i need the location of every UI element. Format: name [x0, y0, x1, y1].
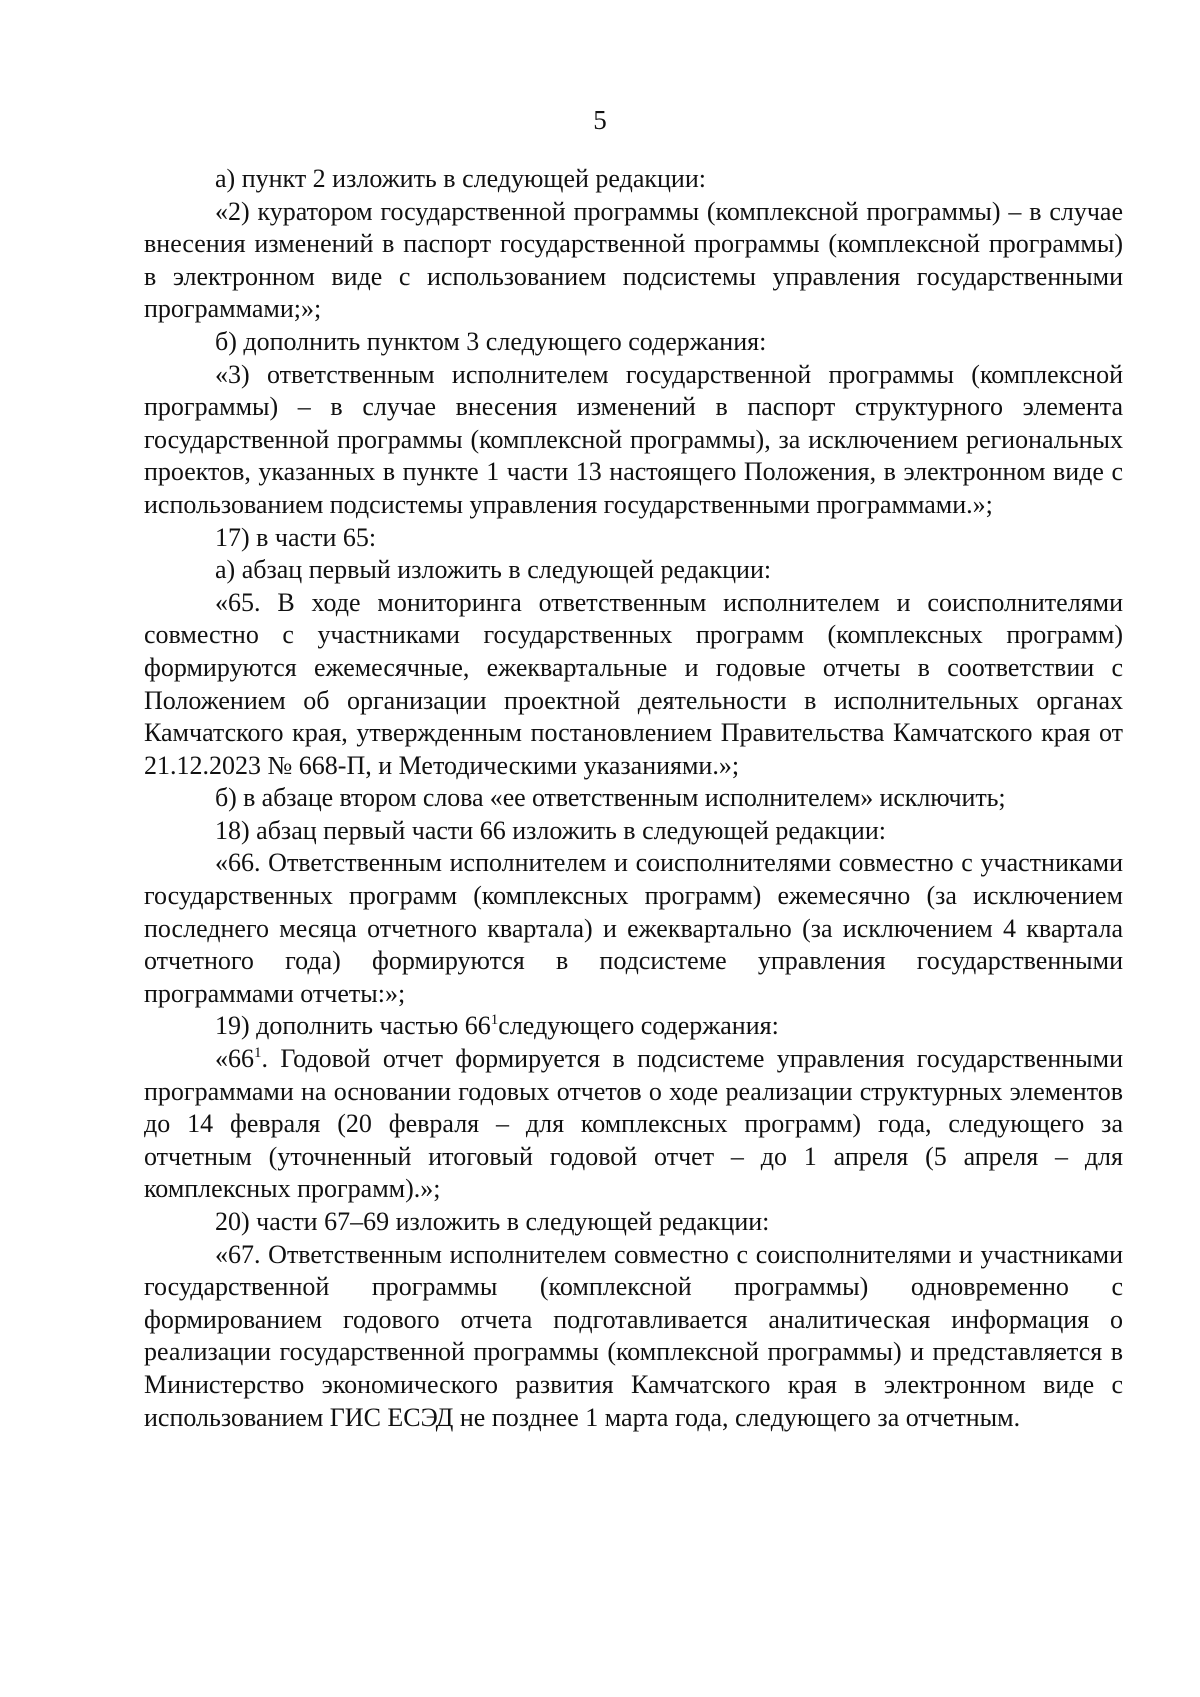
page-number: 5: [593, 105, 607, 135]
paragraph-subpoint-a-point-2: а) пункт 2 изложить в следующей редакции:: [215, 164, 706, 193]
paragraph-part-66-1-text: [144, 1043, 1123, 1206]
paragraph-item-17-a: а) абзац первый изложить в следующей редакции:: [215, 555, 772, 585]
item-19-text-start: 19) дополнить частью 66: [215, 1011, 491, 1041]
item-19-text-end: следующего содержания:: [498, 1011, 779, 1041]
document-body: [144, 163, 1123, 1434]
paragraph-part-67-text: «67. Ответственным исполнителем совместно с соисполнителями и участниками государственной программы (комплексной программы) одновременно с формированием годового отчета подготавливается аналитическая информация о реализации государственной программы (комплексной программы) и представляется в Министерство экономического развития Камчатского края в электронном виде с использованием ГИС ЕСЭД не позднее 1 марта года, следующего за отчетным.: [144, 1239, 1123, 1432]
paragraph-subpoint-b-point-3: б) дополнить пунктом 3 следующего содержания:: [215, 326, 767, 356]
paragraph-item-17: 17) в части 65:: [215, 522, 377, 552]
paragraph-item-17-b: б) в абзаце втором слова «ее ответственным исполнителем» исключить;: [215, 783, 1006, 813]
paragraph-item-20: 20) части 67–69 изложить в следующей редакции:: [215, 1207, 770, 1236]
paragraph-point-3-text: «3) ответственным исполнителем государственной программы (комплексной программы) – в случае внесения изменений в паспорт структурного элемента государственной программы (комплексной программы), за исключением региональных проектов, указанных в пункте 1 части 13 настоящего Положения, в электронном виде с использованием подсистемы управления государственными программами.»;: [144, 359, 1123, 519]
paragraph-item-18: 18) абзац первый части 66 изложить в следующей редакции:: [215, 815, 886, 845]
part-66-1-superscript: 1: [254, 1045, 262, 1062]
paragraph-part-65-text: «65. В ходе мониторинга ответственным исполнителем и соисполнителями совместно с участниками государственных программ (комплексных программ) формируются ежемесячные, ежеквартальные и годовые отчеты в соответствии с Положением об организации проектной деятельности в исполнительных органах Камчатского края, утвержденным постановлением Правительства Камчатского края от 21.12.2023 № 668-П, и Методическими указаниями.»;: [144, 587, 1123, 780]
item-19-superscript: 1: [490, 1012, 499, 1029]
part-66-1-body: . Годовой отчет формируется в подсистеме управления государственными программами на основании годовых отчетов о ходе реализации структурных элементов до 14 февраля (20 февраля – для комплексных программ) года, следующего за отчетным (уточненный итоговый годовой отчет – до 1 апреля (5 апреля – для комплексных программ).»;: [144, 1044, 1123, 1204]
part-66-1-number: «66: [215, 1044, 254, 1074]
paragraph-item-19: [144, 1010, 1123, 1043]
paragraph-point-2-text: «2) куратором государственной программы (комплексной программы) – в случае внесения изменений в паспорт государственной программы (комплексной программы) в электронном виде с использованием подсистемы управления государственными программами;»;: [144, 196, 1123, 324]
paragraph-part-66-text: «66. Ответственным исполнителем и соисполнителями совместно с участниками государственных программ (комплексных программ) ежемесячно (за исключением последнего месяца отчетного квартала) и ежеквартально (за исключением 4 квартала отчетного года) формируются в подсистеме управления государственными программами отчеты:»;: [144, 848, 1123, 1008]
